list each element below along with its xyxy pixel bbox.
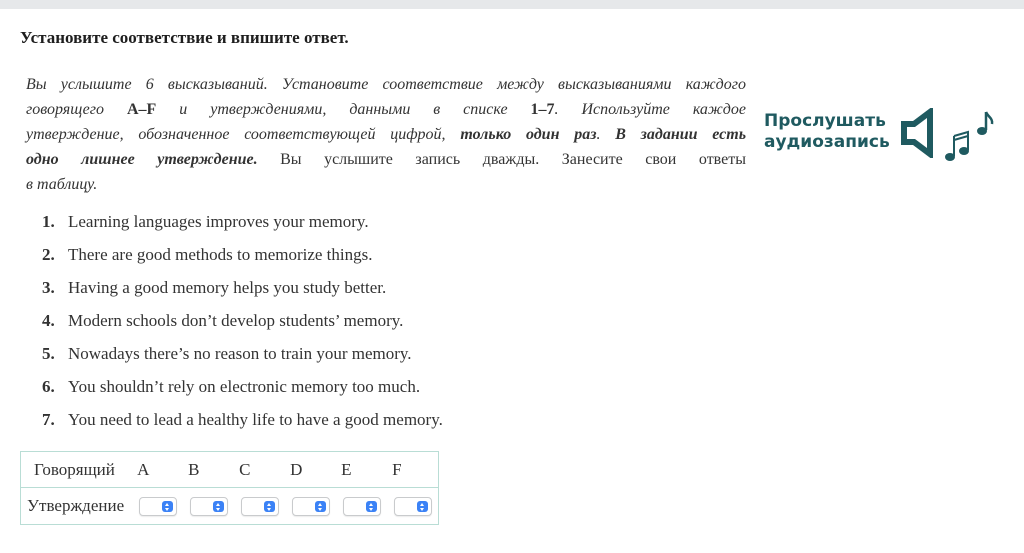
chevron-updown-icon [213, 501, 224, 512]
extra-statement-emphasis: одно лишнее утверждение. [26, 151, 258, 168]
statement-header: Утверждение [21, 488, 133, 525]
instruction-line: Вы услышите 6 высказываний. Установите соответствие между высказываниями каждого [26, 76, 746, 93]
chevron-updown-icon [162, 501, 173, 512]
speaker-icon [900, 108, 940, 158]
instruction-line: говорящего A–F и утверждениями, данными в списке 1–7. Используйте каждое [26, 101, 747, 118]
speaker-c: C [234, 452, 285, 488]
statements-row [21, 488, 439, 525]
chevron-updown-icon [417, 501, 428, 512]
speaker-e: E [336, 452, 387, 488]
answer-select-d[interactable] [292, 497, 330, 516]
answer-select-e[interactable] [343, 497, 381, 516]
play-audio-label: Прослушать аудиозапись [764, 111, 890, 152]
speakers-range: A–F [126, 101, 157, 118]
speaker-header: Говорящий [21, 452, 133, 488]
list-item: 3. Having a good memory helps you study better. [42, 278, 387, 297]
chevron-updown-icon [366, 501, 377, 512]
speaker-b: B [183, 452, 234, 488]
list-item: 2. There are good methods to memorize things. [42, 245, 373, 264]
speakers-row [21, 452, 439, 488]
answer-select-c[interactable] [241, 497, 279, 516]
answer-table [20, 451, 439, 525]
answer-select-f[interactable] [394, 497, 432, 516]
speaker-d: D [285, 452, 336, 488]
speaker-a: A [132, 452, 183, 488]
instruction-line: одно лишнее утверждение. Вы услышите запись дважды. Занесите свои ответы [26, 151, 746, 168]
list-item: 1. Learning languages improves your memory. [42, 212, 369, 231]
chevron-updown-icon [315, 501, 326, 512]
statements-list [42, 211, 443, 442]
speaker-f: F [387, 452, 439, 488]
task-title: Установите соответствие и впишите ответ. [20, 28, 349, 47]
list-item: 6. You shouldn’t rely on electronic memory too much. [42, 377, 421, 396]
list-item: 5. Nowadays there’s no reason to train your memory. [42, 344, 412, 363]
statements-range: 1–7 [530, 101, 555, 118]
chevron-updown-icon [264, 501, 275, 512]
music-notes-icon [944, 108, 994, 164]
answer-select-a[interactable] [139, 497, 177, 516]
only-once-emphasis: только один раз [460, 126, 597, 143]
top-bar [0, 0, 1024, 9]
list-item: 4. Modern schools don’t develop students’ memory. [42, 311, 404, 330]
play-audio-button[interactable] [764, 108, 1004, 168]
task-instruction [26, 72, 746, 197]
instruction-line: в таблицу. [26, 176, 98, 193]
extra-statement-emphasis: В задании есть [615, 126, 747, 143]
answer-select-b[interactable] [190, 497, 228, 516]
instruction-line: утверждение, обозначенное соответствующей цифрой, только один раз. В задании есть [26, 126, 747, 143]
list-item: 7. You need to lead a healthy life to have a good memory. [42, 410, 443, 429]
